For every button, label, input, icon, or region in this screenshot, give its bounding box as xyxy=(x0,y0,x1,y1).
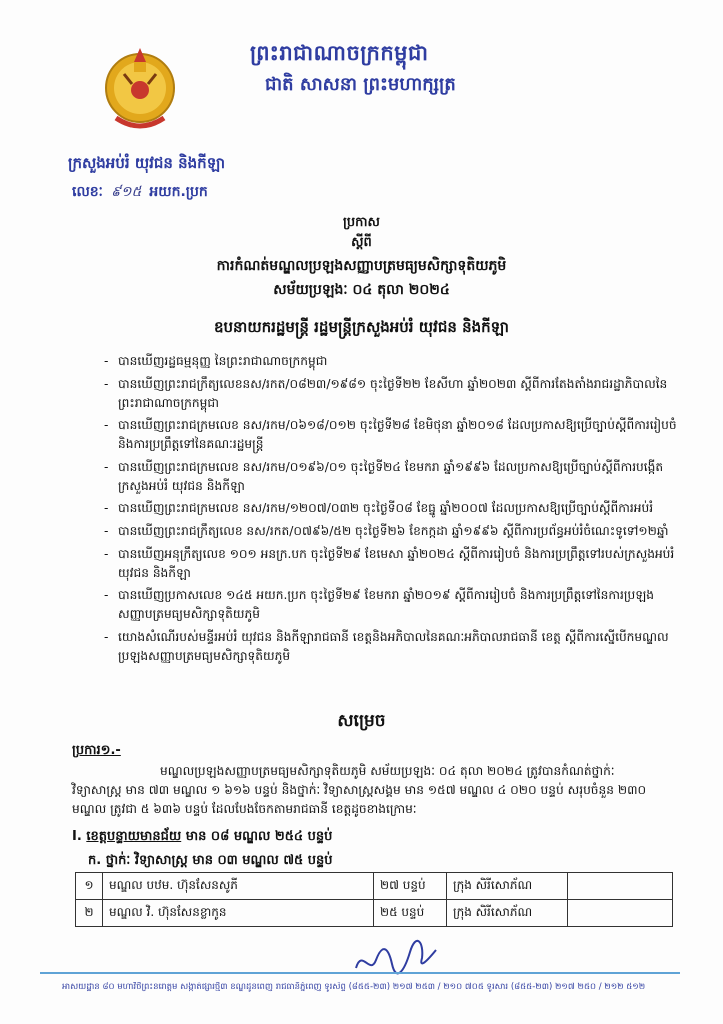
subsection-label: ក. ថ្នាក់ៈ វិទ្យាសាស្ត្រ xyxy=(88,853,188,868)
section-1-heading xyxy=(72,828,332,847)
section-summary: មាន ០៨ មណ្ឌល ២៥៤ បន្ទប់ xyxy=(185,829,333,844)
footer-address: អាសយដ្ឋាន ៨០ មហាវិថីព្រះនរោត្តម សង្កាត់ផ្សារថ្មី៣ ខណ្ឌដូនពេញ រាជធានីភ្នំពេញ ទូរស័ព្ទ (៨៥៥-២៣) ២១៧ ២៥៣ / ២១០ ៧០៥ ទូរសារ (៨៥៥-២៣) ២១៧ ២៥០ / ២១២ ៥១២ xyxy=(62,982,646,992)
list-item: - បានឃើញព្រះរាជក្រមលេខ នស/រកម/១២០៧/០៣២ ចុះថ្ងៃទី០៨ ខែធ្នូ ឆ្នាំ២០០៧ ដែលប្រកាសឱ្យប្រើច្បាប់ស្តីពីការអប់រំ xyxy=(104,499,684,518)
section-number: I. xyxy=(72,829,82,844)
center-name: មណ្ឌល វិ. ហ៊ុនសែនខ្លាកូន xyxy=(103,900,374,927)
table-row xyxy=(76,873,673,900)
royal-emblem-icon xyxy=(98,38,182,134)
table-row xyxy=(76,900,673,927)
kingdom-title: ព្រះរាជាណាចក្រកម្ពុជា xyxy=(250,41,429,65)
list-item: - បានឃើញព្រះរាជក្រមលេខ នស/រកម/០១៩៦/០១ ចុះថ្ងៃទី២៤ ខែមករា ឆ្នាំ១៩៩៦ ដែលប្រកាសឱ្យប្រើច្បាប់ស្តីពីការបង្កើតក្រសួងអប់រំ យុវជន និងកីឡា xyxy=(104,458,684,496)
extra-cell xyxy=(568,873,673,900)
room-count: ២៧ បន្ទប់ xyxy=(374,873,447,900)
document-subject: ការកំណត់មណ្ឌលប្រឡងសញ្ញាបត្រមធ្យមសិក្សាទុតិយភូមិ xyxy=(216,258,507,274)
extra-cell xyxy=(568,900,673,927)
list-item: - បានឃើញព្រះរាជក្រមលេខ នស/រកម/០៦១៨/០១២ ចុះថ្ងៃទី២៨ ខែមិថុនា ឆ្នាំ២០១៨ ដែលប្រកាសឱ្យប្រើច្បាប់ស្តីពីការរៀបចំ និងការប្រព្រឹត្តទៅនៃគណៈរដ្ឋមន្ត្រី xyxy=(104,416,684,454)
ref-label: លេខៈ xyxy=(72,184,103,200)
footer-divider xyxy=(40,972,680,974)
exam-centers-table xyxy=(75,872,673,927)
exam-session: សម័យប្រឡងៈ ០៤ តុលា ២០២៤ xyxy=(273,282,450,298)
list-item: - បានឃើញអនុក្រឹត្យលេខ ១០១ អនក្រ.បក ចុះថ្ងៃទី២៩ ខែមេសា ឆ្នាំ២០២៤ ស្តីពីការរៀបចំ និងការប្រព្រឹត្តទៅរបស់ក្រសួងអប់រំ យុវជន និងកីឡា xyxy=(104,545,684,583)
list-item: - បានឃើញរដ្ឋធម្មនុញ្ញ នៃព្រះរាជាណាចក្រកម្ពុជា xyxy=(104,352,684,371)
national-motto: ជាតិ សាសនា ព្រះមហាក្សត្រ xyxy=(265,74,456,95)
ref-number: ៩១៥ xyxy=(110,184,142,200)
area-name: ក្រុង សិរីសោភ័ណ xyxy=(447,900,568,927)
minister-title: ឧបនាយករដ្ឋមន្ត្រី រដ្ឋមន្ត្រីក្រសួងអប់រំ យុវជន និងកីឡា xyxy=(214,318,509,336)
row-number: ១ xyxy=(76,873,103,900)
room-count: ២៥ បន្ទប់ xyxy=(374,900,447,927)
center-name: មណ្ឌល បឋម. ហ៊ុនសែនសូភី xyxy=(103,873,374,900)
list-item: - បានឃើញប្រកាសលេខ ១៤៥ អយក.ប្រក ចុះថ្ងៃទី២៩ ខែមករា ឆ្នាំ២០១៩ ស្តីពីការរៀបចំ និងការប្រព្រឹត្តទៅនៃការប្រឡងសញ្ញាបត្រមធ្យមសិក្សាទុតិយភូមិ xyxy=(104,586,684,624)
row-number: ២ xyxy=(76,900,103,927)
legal-basis-list xyxy=(104,352,684,669)
decision-heading: សម្រេច xyxy=(337,711,386,731)
subsection-a-heading xyxy=(88,852,332,871)
list-item: - បានឃើញព្រះរាជក្រឹត្យលេខនស/រកត/០៨២៣/១៩៨១ ចុះថ្ងៃទី២២ ខែសីហា ឆ្នាំ២០២៣ ស្តីពីការតែងតាំងរាជរដ្ឋាភិបាលនៃព្រះរាជាណាចក្រកម្ពុជា xyxy=(104,375,684,413)
ministry-name: ក្រសួងអប់រំ យុវជន និងកីឡា xyxy=(68,154,226,172)
reference-number xyxy=(72,182,208,203)
area-name: ក្រុង សិរីសោភ័ណ xyxy=(447,873,568,900)
article-1-text: មណ្ឌលប្រឡងសញ្ញាបត្រមធ្យមសិក្សាទុតិយភូមិ សម័យប្រឡងៈ ០៤ តុលា ២០២៤ ត្រូវបានកំណត់ថ្នាក់ៈ វិទ្យាសាស្ត្រ មាន ៧៣ មណ្ឌល ១ ៦១៦ បន្ទប់ និងថ្នាក់ៈ វិទ្យាសាស្ត្រសង្គម មាន ១៥៧ មណ្ឌល ៤ ០២០ បន្ទប់ សរុបចំនួន ២៣០ មណ្ឌល ត្រូវជា ៥ ៦៣៦ បន្ទប់ ដែលបែងចែកតាមរាជធានី ខេត្តដូចខាងក្រោមៈ xyxy=(72,764,647,816)
province-name: ខេត្តបន្ទាយមានជ័យ xyxy=(86,829,182,844)
subsection-summary: មាន ០៣ មណ្ឌល ៧៥ បន្ទប់ xyxy=(192,853,333,868)
list-item: - យោងសំណើរបស់មន្ទីរអប់រំ យុវជន និងកីឡារាជធានី ខេត្តនិងអភិបាលនៃគណៈអភិបាលរាជធានី ខេត្ត ស្តីពីការស្នើបើកមណ្ឌលប្រឡងសញ្ញាបត្រមធ្យមសិក្សាទុតិយភូមិ xyxy=(104,628,684,666)
document-type: ប្រកាស xyxy=(343,215,380,230)
article-1-label: ប្រការ១.- xyxy=(72,743,121,758)
list-item: - បានឃើញព្រះរាជក្រឹត្យលេខ នស/រកត/០៧៩៦/៥២ ចុះថ្ងៃទី២៦ ខែកក្កដា ឆ្នាំ១៩៩៦ ស្តីពីការប្រព័ន្ធអប់រំចំណេះទូទៅ១២ឆ្នាំ xyxy=(104,522,684,541)
ref-suffix: អយក.ប្រក xyxy=(149,184,208,200)
about-label: ស្តីពី xyxy=(351,235,372,250)
